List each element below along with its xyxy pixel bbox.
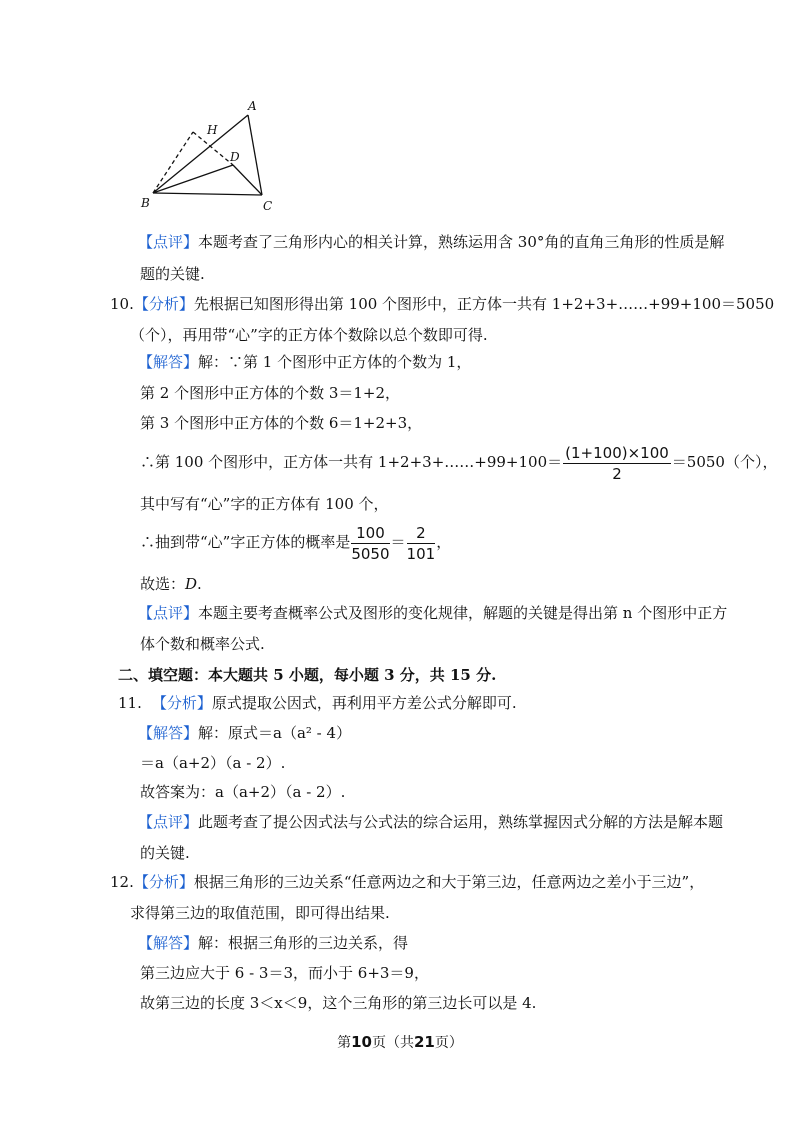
q11-answer — [138, 722, 351, 744]
footer-post: 页） — [434, 1035, 463, 1051]
section-title: 二、填空题：本大题共 5 小题，每小题 3 分，共 15 分. — [118, 666, 497, 684]
q9-comment-cont: 题的关键. — [140, 265, 205, 283]
analysis-text: 根据三角形的三边关系“任意两边之和大于第三边，任意两边之差小于三边”， — [193, 873, 705, 891]
fraction-1-denominator: 5050 — [351, 544, 390, 563]
line6-post: ， — [436, 533, 452, 551]
q10-choose — [140, 573, 202, 595]
analysis-tag: 【分析】 — [151, 694, 212, 712]
fraction-2-denominator: 101 — [406, 544, 436, 563]
q10-comment-cont: 体个数和概率公式. — [140, 635, 265, 653]
footer-pre: 第 — [337, 1035, 352, 1051]
page-total: 21 — [414, 1033, 435, 1051]
question-number: 10. — [110, 295, 134, 313]
analysis-tag: 【分析】 — [133, 295, 194, 313]
answer-text: 解：∵第 1 个图形中正方体的个数为 1， — [198, 353, 472, 371]
q11-comment-cont: 的关键. — [140, 844, 190, 862]
q10-line4 — [140, 440, 777, 484]
choose-value: D — [185, 575, 198, 593]
q10-line6 — [140, 520, 451, 564]
analysis-tag: 【分析】 — [133, 873, 194, 891]
q10-analysis — [110, 293, 774, 315]
fraction-numerator: (1+100)×100 — [565, 443, 669, 462]
comment-text: 本题考查了三角形内心的相关计算，熟练运用含 30°角的直角三角形的性质是解 — [198, 233, 725, 251]
fraction-sum — [563, 443, 671, 484]
page-number: 10 — [351, 1033, 372, 1051]
footer-mid: 页（共 — [372, 1035, 414, 1051]
q10-line5: 其中写有“心”字的正方体有 100 个， — [140, 495, 389, 513]
question-number: 12. — [110, 873, 134, 891]
comment-tag: 【点评】 — [138, 813, 199, 831]
q11-analysis — [118, 692, 517, 714]
dashed-line-bh — [153, 132, 193, 193]
q11-answer-line3: 故答案为：a（a+2）（a - 2）. — [140, 783, 346, 801]
q12-answer — [138, 932, 408, 954]
comment-tag: 【点评】 — [138, 604, 199, 622]
answer-tag: 【解答】 — [138, 724, 199, 742]
choose-post: . — [197, 575, 202, 593]
fraction-2-numerator: 2 — [407, 523, 436, 544]
line4-post: ＝5050（个）， — [671, 453, 778, 471]
triangle-figure — [135, 95, 295, 215]
line4-pre: ∴第 100 个图形中，正方体一共有 1+2+3+……+99+100＝ — [140, 453, 563, 471]
q9-comment — [138, 231, 724, 253]
choose-pre: 故选： — [140, 575, 186, 593]
fraction-1 — [351, 523, 389, 564]
q12-answer-line2: 第三边应大于 6 - 3＝3，而小于 6+3＝9， — [140, 964, 429, 982]
fraction-1-numerator: 100 — [351, 523, 389, 544]
comment-tag: 【点评】 — [138, 233, 199, 251]
q11-comment — [138, 811, 723, 833]
answer-tag: 【解答】 — [138, 353, 199, 371]
fraction-2 — [407, 523, 436, 564]
label-c: C — [263, 199, 273, 213]
q10-answer — [138, 351, 471, 373]
analysis-text: 原式提取公因式，再利用平方差公式分解即可. — [211, 694, 517, 712]
analysis-text: 先根据已知图形得出第 100 个图形中，正方体一共有 1+2+3+……+99+100＝5050 — [193, 295, 775, 313]
q11-answer-line2: ＝a（a+2）（a - 2）. — [140, 754, 286, 772]
fraction-denominator: 2 — [612, 464, 622, 483]
comment-text: 此题考查了提公因式法与公式法的综合运用，熟练掌握因式分解的方法是解本题 — [198, 813, 724, 831]
q10-comment — [138, 602, 727, 624]
q12-analysis — [110, 871, 704, 893]
answer-text: 解：根据三角形的三边关系，得 — [198, 934, 409, 952]
q12-analysis-cont: 求得第三边的取值范围，即可得出结果. — [130, 904, 390, 922]
label-a: A — [248, 99, 257, 113]
segment-bd — [153, 165, 233, 193]
equals-sign: ＝ — [390, 533, 406, 551]
comment-text: 本题主要考查概率公式及图形的变化规律，解题的关键是得出第 n 个图形中正方 — [198, 604, 728, 622]
label-h: H — [207, 123, 218, 137]
page-footer — [0, 1032, 800, 1052]
label-b: B — [141, 196, 150, 210]
label-d: D — [230, 150, 240, 164]
answer-text: 解：原式＝a（a² - 4） — [198, 724, 352, 742]
line6-pre: ∴抽到带“心”字正方体的概率是 — [140, 533, 351, 551]
q10-analysis-cont: （个），再用带“心”字的正方体个数除以总个数即可得. — [130, 326, 488, 344]
answer-tag: 【解答】 — [138, 934, 199, 952]
segment-bc — [153, 193, 262, 195]
q12-answer-line3: 故第三边的长度 3＜x＜9，这个三角形的第三边长可以是 4. — [140, 994, 537, 1012]
q10-line2: 第 2 个图形中正方体的个数 3＝1+2， — [140, 384, 401, 402]
q10-line3: 第 3 个图形中正方体的个数 6＝1+2+3， — [140, 414, 423, 432]
question-number: 11. — [118, 694, 142, 712]
